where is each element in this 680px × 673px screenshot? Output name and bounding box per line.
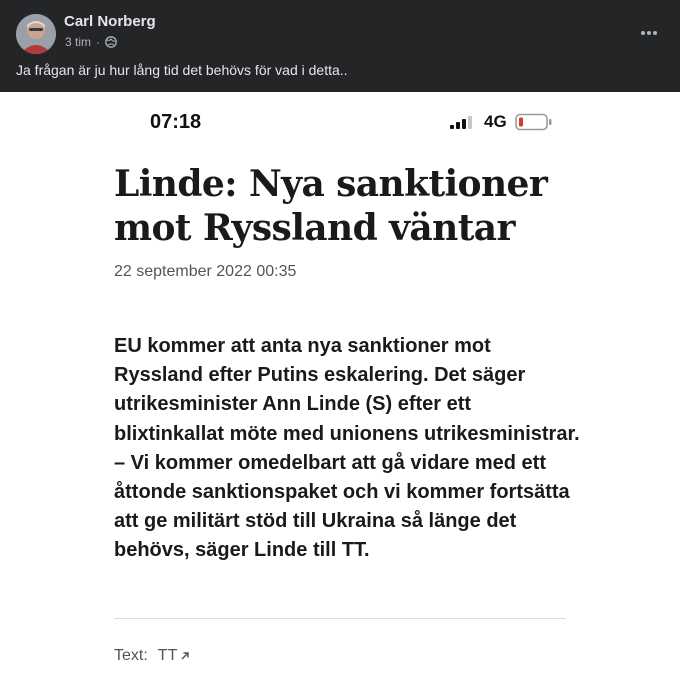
post-meta [65, 35, 117, 49]
article-credit [114, 647, 190, 665]
more-horizontal-icon [640, 30, 658, 36]
article-date: 22 september 2022 00:35 [114, 263, 297, 280]
meta-separator: · [96, 35, 101, 49]
status-bar-time: 07:18 [150, 111, 202, 133]
article-headline: Linde: Nya sanktioner mot Ryssland väntar [114, 163, 548, 249]
post-header [0, 0, 680, 92]
signal-bars-icon [450, 115, 476, 129]
article-paragraph: EU kommer att anta nya sanktioner mot Ryssland efter Putins eskalering. Det säger utrikesminister Ann Linde (S) efter ett blixtinkallat möte med unionens utrikesministrar. [114, 335, 580, 445]
more-options-button[interactable] [640, 21, 658, 39]
shared-screenshot[interactable] [0, 92, 680, 673]
globe-icon [105, 36, 117, 48]
credit-label: Text: [114, 647, 148, 664]
arrow-up-right-icon [180, 651, 190, 661]
credit-source-link[interactable] [158, 647, 191, 665]
author-name[interactable]: Carl Norberg [64, 13, 156, 30]
article-paragraph: – Vi kommer omedelbart att gå vidare med ett åttonde sanktionspaket och vi kommer fortsätta att ge militärt stöd till Ukraina så länge det behövs, säger Linde till TT. [114, 451, 570, 562]
avatar-image [16, 14, 56, 54]
credit-source: TT [157, 647, 178, 664]
divider [114, 618, 566, 619]
battery-low-icon [515, 113, 553, 131]
post-caption: Ja frågan är ju hur lång tid det behövs för vad i detta.. [16, 62, 348, 78]
avatar[interactable] [16, 14, 56, 54]
article-body [114, 332, 584, 566]
status-bar-right [450, 112, 553, 132]
post-time[interactable]: 3 tim [65, 35, 92, 49]
network-type: 4G [484, 112, 507, 131]
